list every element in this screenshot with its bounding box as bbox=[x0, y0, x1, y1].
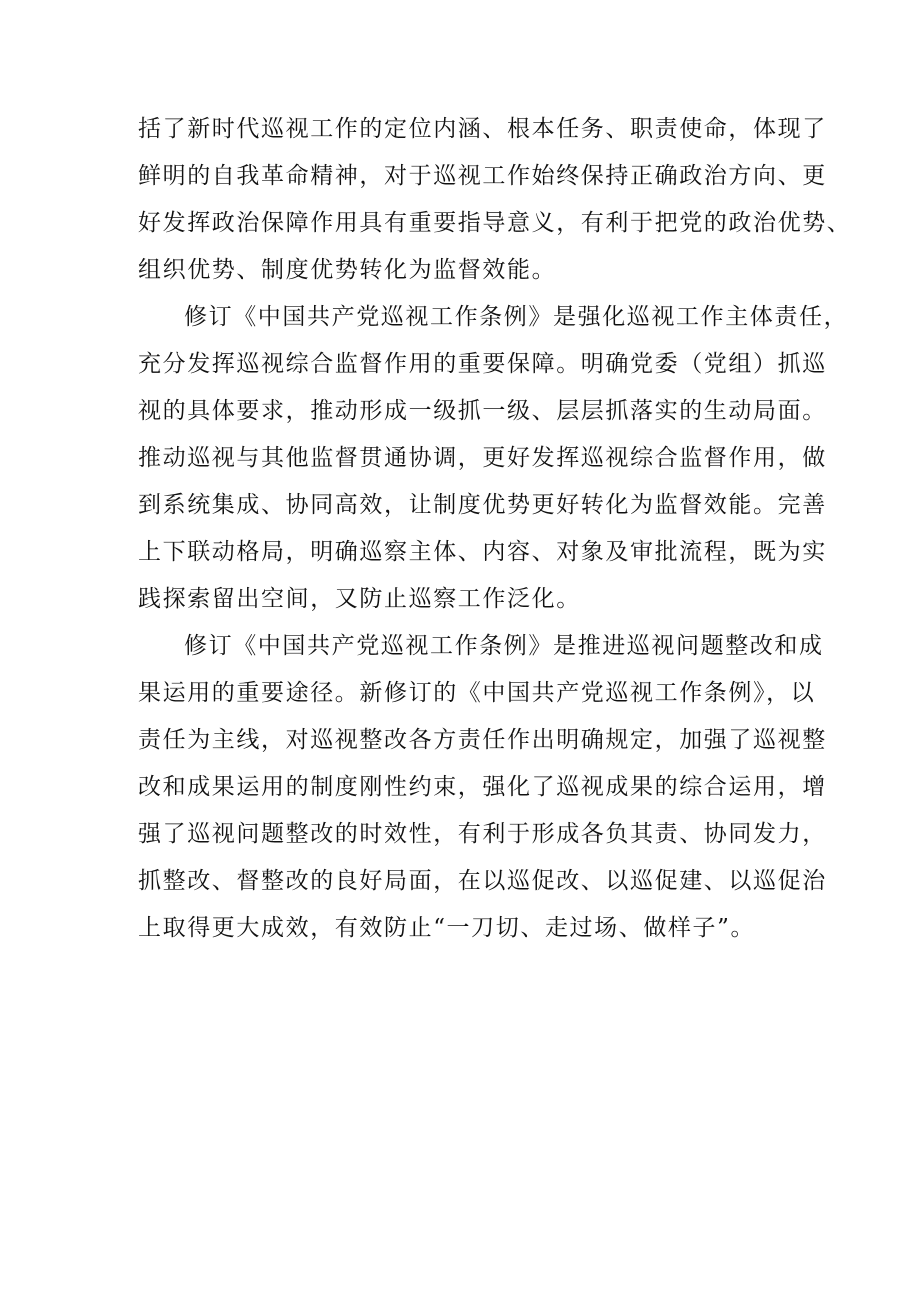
text-line: 责任为主线，对巡视整改各方责任作出明确规定，加强了巡视整 bbox=[138, 727, 827, 753]
text-line: 到系统集成、协同高效，让制度优势更好转化为监督效能。完善 bbox=[138, 492, 827, 518]
text-line: 践探索留出空间，又防止巡察工作泛化。 bbox=[138, 586, 581, 612]
text-line: 上取得更大成效，有效防止“一刀切、走过场、做样子”。 bbox=[138, 915, 756, 941]
text-line: 改和成果运用的制度刚性约束，强化了巡视成果的综合运用，增 bbox=[138, 774, 827, 800]
text-line: 充分发挥巡视综合监督作用的重要保障。明确党委（党组）抓巡 bbox=[138, 351, 827, 377]
text-line: 视的具体要求，推动形成一级抓一级、层层抓落实的生动局面。 bbox=[138, 398, 827, 424]
text-line: 果运用的重要途径。新修订的《中国共产党巡视工作条例》，以 bbox=[138, 680, 816, 706]
text-line: 抓整改、督整改的良好局面，在以巡促改、以巡促建、以巡促治 bbox=[138, 868, 827, 894]
paragraph-3 bbox=[138, 623, 827, 952]
text-line: 强了巡视问题整改的时效性，有利于形成各负其责、协同发力， bbox=[138, 821, 827, 847]
text-line: 修订《中国共产党巡视工作条例》是推进巡视问题整改和成 bbox=[184, 633, 824, 659]
text-line: 括了新时代巡视工作的定位内涵、根本任务、职责使命，体现了 bbox=[138, 116, 827, 142]
paragraph-1 bbox=[138, 106, 852, 294]
text-line: 组织优势、制度优势转化为监督效能。 bbox=[138, 257, 557, 283]
text-line: 修订《中国共产党巡视工作条例》是强化巡视工作主体责任， bbox=[184, 304, 849, 330]
text-line: 上下联动格局，明确巡察主体、内容、对象及审批流程，既为实 bbox=[138, 539, 827, 565]
document-body bbox=[138, 106, 852, 952]
text-line: 鲜明的自我革命精神，对于巡视工作始终保持正确政治方向、更 bbox=[138, 163, 827, 189]
text-line: 好发挥政治保障作用具有重要指导意义，有利于把党的政治优势、 bbox=[138, 210, 852, 236]
paragraph-2 bbox=[138, 294, 849, 623]
text-line: 推动巡视与其他监督贯通协调，更好发挥巡视综合监督作用，做 bbox=[138, 445, 827, 471]
